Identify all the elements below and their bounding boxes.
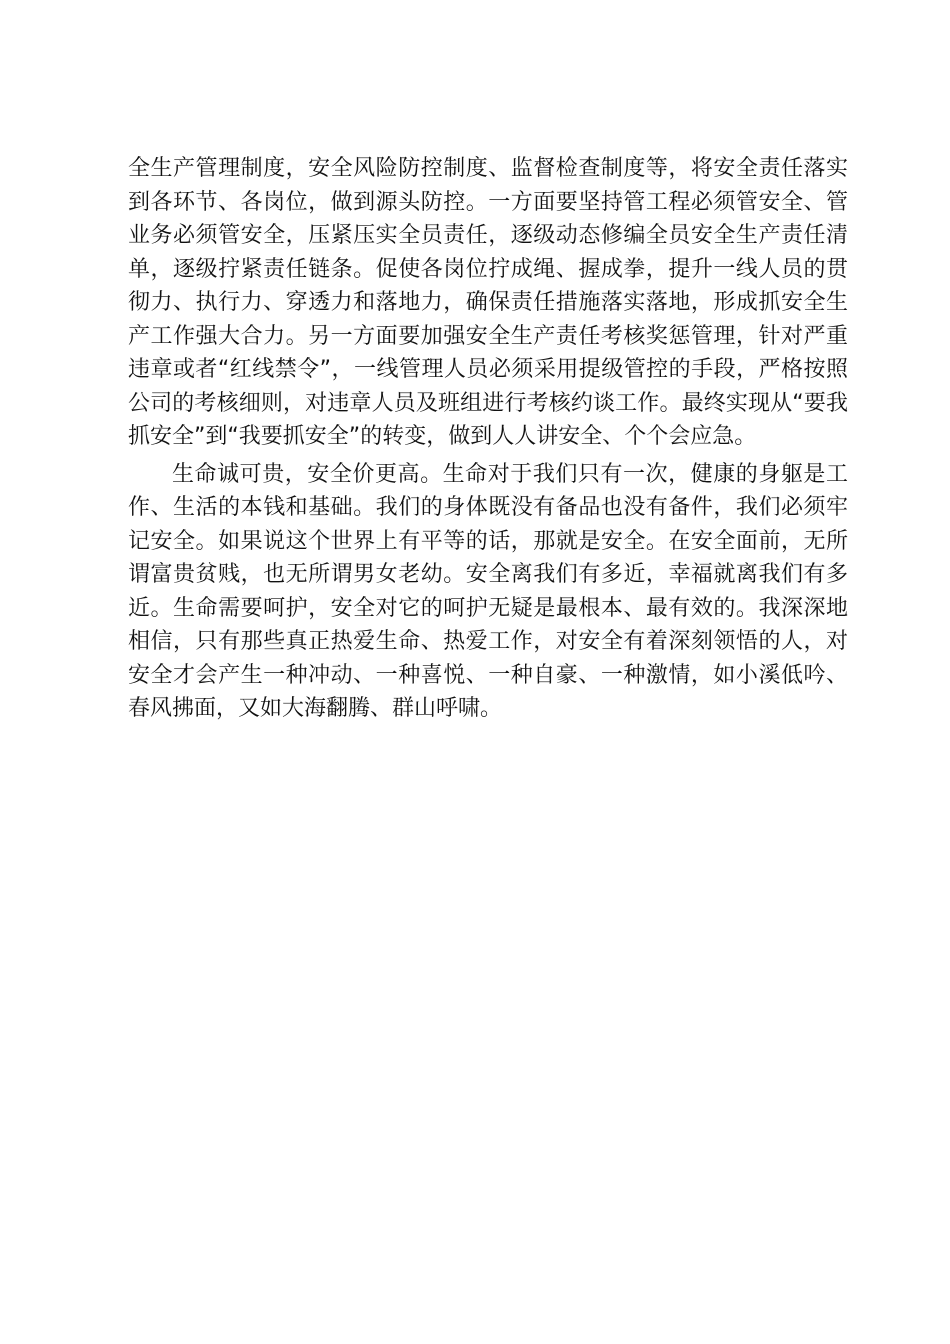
paragraph-life-and-safety: 生命诚可贵，安全价更高。生命对于我们只有一次，健康的身躯是工作、生活的本钱和基础。我们的身体既没有备品也没有备件，我们必须牢记安全。如果说这个世界上有平等的话，那就是安全。在安全面前，无所谓富贵贫贱，也无所谓男女老幼。安全离我们有多近，幸福就离我们有多近。生命需要呵护，安全对它的呵护无疑是最根本、最有效的。我深深地相信，只有那些真正热爱生命、热爱工作，对安全有着深刻领悟的人，对安全才会产生一种冲动、一种喜悦、一种自豪、一种激情，如小溪低吟、春风拂面，又如大海翻腾、群山呼啸。 [128, 461, 848, 721]
document-body [128, 152, 848, 726]
paragraph-safety-responsibility: 全生产管理制度，安全风险防控制度、监督检查制度等，将安全责任落实到各环节、各岗位，做到源头防控。一方面要坚持管工程必须管安全、管业务必须管安全，压紧压实全员责任，逐级动态修编全员安全生产责任清单，逐级拧紧责任链条。促使各岗位拧成绳、握成拳，提升一线人员的贯彻力、执行力、穿透力和落地力，确保责任措施落实落地，形成抓安全生产工作强大合力。另一方面要加强安全生产责任考核奖惩管理，针对严重违章或者“红线禁令”，一线管理人员必须采用提级管控的手段，严格按照公司的考核细则，对违章人员及班组进行考核约谈工作。最终实现从“要我抓安全”到“我要抓安全”的转变，做到人人讲安全、个个会应急。 [128, 156, 848, 449]
